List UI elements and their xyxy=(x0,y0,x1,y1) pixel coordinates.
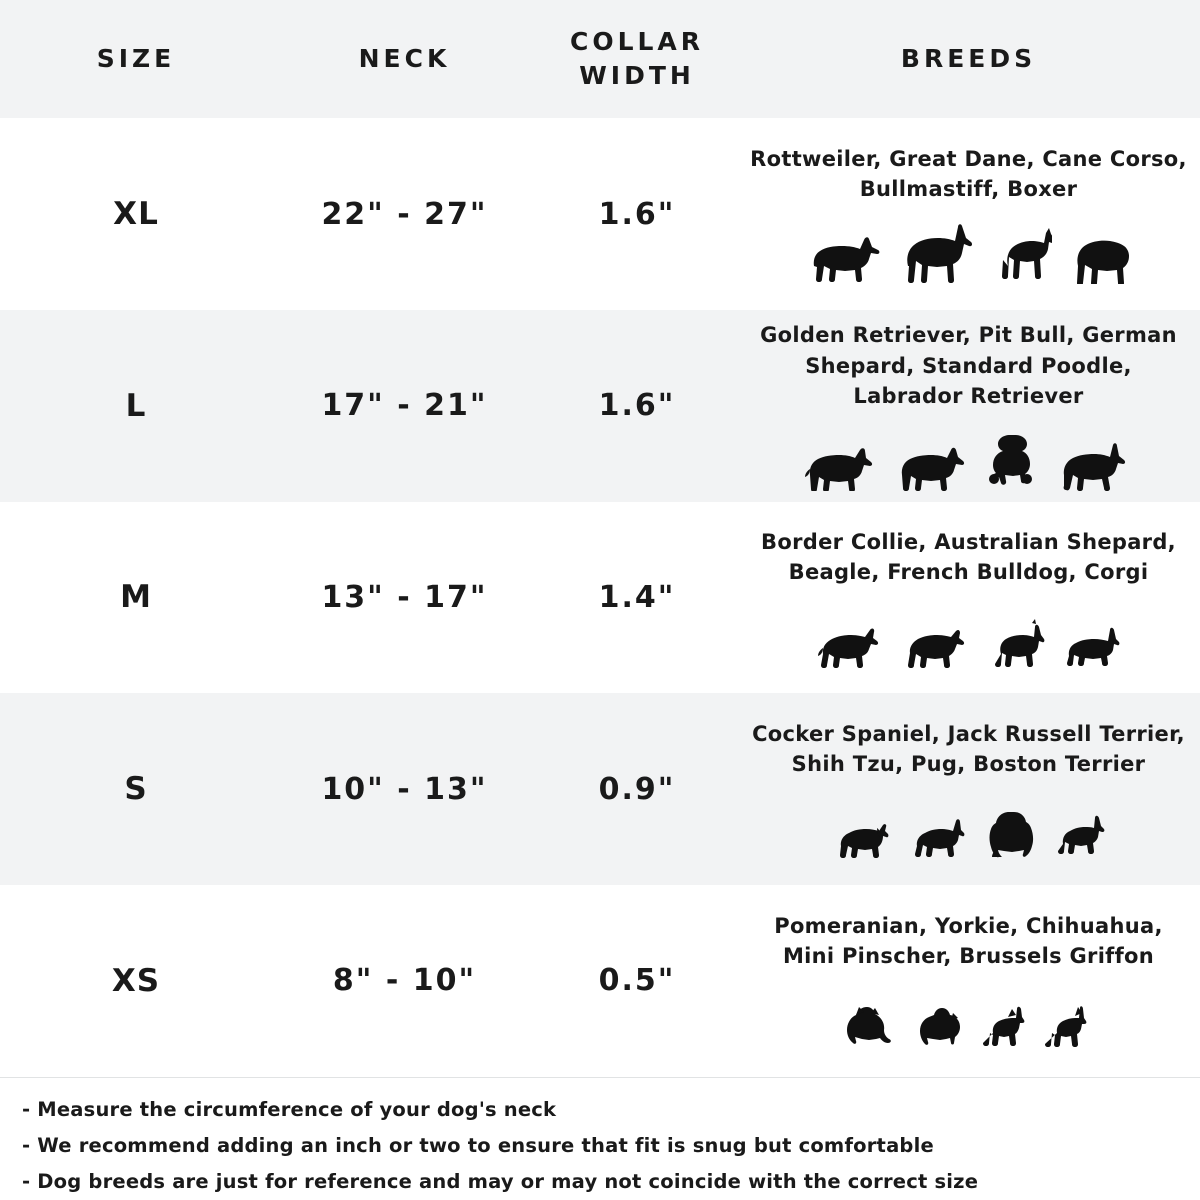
golden-retriever-silhouette-icon xyxy=(804,439,880,491)
table-row xyxy=(0,118,1200,310)
breed-list-text: Golden Retriever, Pit Bull, German Shepard, Standard Poodle, Labrador Retriever xyxy=(760,323,1177,408)
breed-silhouettes xyxy=(817,596,1121,668)
shih-tzu-silhouette-icon xyxy=(983,808,1037,860)
breed-silhouettes xyxy=(845,979,1093,1051)
cell-breeds xyxy=(737,118,1200,310)
french-bulldog-silhouette-icon xyxy=(987,618,1045,668)
german-shepherd-silhouette-icon xyxy=(1056,437,1134,491)
note-line: - Dog breeds are just for reference and may or may not coincide with the correct size xyxy=(22,1169,979,1193)
note-line: - Measure the circumference of your dog's neck xyxy=(22,1097,557,1121)
column-header-collar-width: COLLAR WIDTH xyxy=(569,27,705,91)
cell-breeds xyxy=(737,310,1200,502)
border-collie-silhouette-icon xyxy=(817,620,889,668)
cell-neck: 17" - 21" xyxy=(321,388,488,424)
breed-list-text: Cocker Spaniel, Jack Russell Terrier, Shih Tzu, Pug, Boston Terrier xyxy=(752,721,1185,777)
rottweiler-silhouette-icon xyxy=(806,226,884,284)
breed-list-text: Pomeranian, Yorkie, Chihuahua, Mini Pinscher, Brussels Griffon xyxy=(774,913,1163,968)
column-header-neck: NECK xyxy=(358,44,451,74)
table-row xyxy=(0,310,1200,502)
breed-list-text: Border Collie, Australian Shepard, Beagle, French Bulldog, Corgi xyxy=(761,530,1176,585)
chihuahua-silhouette-icon xyxy=(981,1003,1031,1051)
cell-neck: 8" - 10" xyxy=(332,963,477,999)
cell-collar-width: 1.4" xyxy=(598,579,676,615)
yorkie-silhouette-icon xyxy=(915,1005,967,1051)
beagle-silhouette-icon xyxy=(903,620,973,668)
corgi-silhouette-icon xyxy=(1059,624,1121,668)
cocker-spaniel-silhouette-icon xyxy=(833,814,895,860)
cell-collar-width: 0.5" xyxy=(598,963,676,999)
cell-neck: 13" - 17" xyxy=(321,579,488,615)
bullmastiff-silhouette-icon xyxy=(1066,222,1132,284)
cell-collar-width: 1.6" xyxy=(598,388,676,424)
cell-collar-width: 0.9" xyxy=(598,771,676,807)
column-header-breeds: BREEDS xyxy=(900,44,1037,74)
cell-size: L xyxy=(125,387,147,424)
cell-breeds xyxy=(737,693,1200,885)
cell-size: S xyxy=(124,771,148,808)
cell-collar-width: 1.6" xyxy=(598,196,676,232)
column-header-size: SIZE xyxy=(96,44,176,74)
cell-size: XS xyxy=(111,962,161,999)
breed-silhouettes xyxy=(806,212,1132,284)
cane-corso-silhouette-icon xyxy=(990,222,1052,284)
breed-silhouettes xyxy=(833,788,1105,860)
notes-section xyxy=(0,1077,1200,1200)
table-row xyxy=(0,885,1200,1077)
pomeranian-silhouette-icon xyxy=(845,1001,901,1051)
great-dane-silhouette-icon xyxy=(898,218,976,284)
note-line: - We recommend adding an inch or two to ensure that fit is snug but comfortable xyxy=(22,1133,934,1157)
table-row xyxy=(0,693,1200,885)
table-row xyxy=(0,502,1200,694)
breed-silhouettes xyxy=(804,419,1134,491)
pit-bull-silhouette-icon xyxy=(894,439,966,491)
table-header-row xyxy=(0,0,1200,118)
mini-pinscher-silhouette-icon xyxy=(1045,1003,1093,1051)
poodle-silhouette-icon xyxy=(980,429,1042,491)
cell-breeds xyxy=(737,502,1200,694)
pug-silhouette-icon xyxy=(1051,812,1105,860)
cell-breeds xyxy=(737,885,1200,1077)
cell-size: M xyxy=(120,579,152,616)
breed-list-text: Rottweiler, Great Dane, Cane Corso, Bullmastiff, Boxer xyxy=(750,146,1187,201)
jack-russell-terrier-silhouette-icon xyxy=(909,814,969,860)
cell-size: XL xyxy=(113,196,159,232)
cell-neck: 22" - 27" xyxy=(321,196,488,232)
cell-neck: 10" - 13" xyxy=(321,771,488,807)
